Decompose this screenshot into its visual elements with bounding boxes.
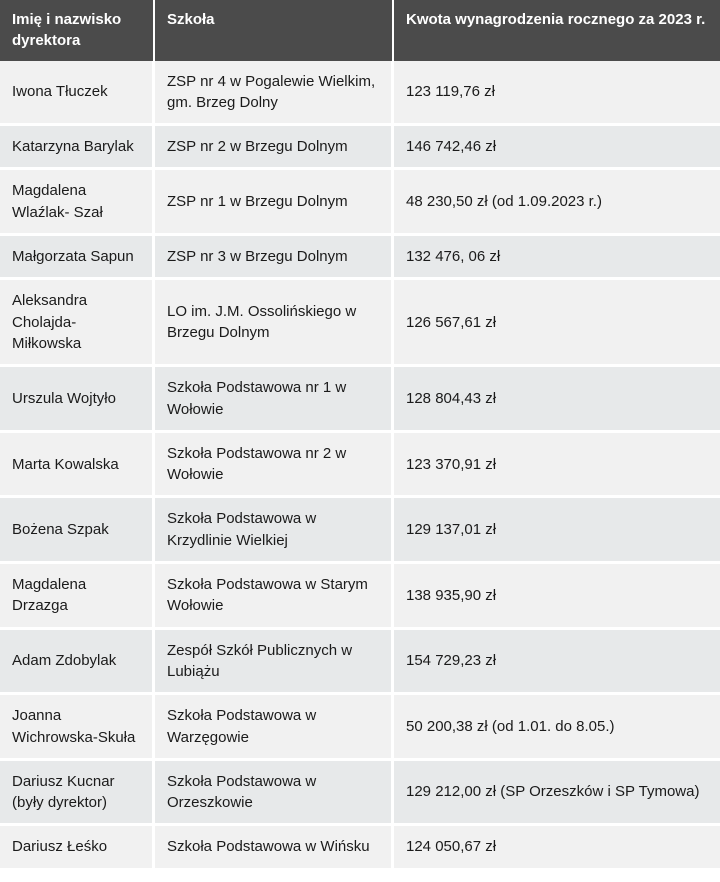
- cell-annual-salary: [394, 564, 720, 630]
- cell-annual-salary: [394, 61, 720, 127]
- cell-school-name: [155, 236, 394, 280]
- cell-annual-salary: [394, 761, 720, 827]
- cell-director-name: [0, 433, 155, 499]
- cell-annual-salary-text: 124 050,67 zł: [406, 838, 497, 856]
- cell-annual-salary: [394, 280, 720, 367]
- cell-school-name: [155, 433, 394, 499]
- cell-director-name: [0, 170, 155, 236]
- cell-school-name: [155, 761, 394, 827]
- cell-annual-salary-text: 50 200,38 zł (od 1.01. do 8.05.): [406, 717, 615, 735]
- table-row: [0, 367, 720, 433]
- column-header-school: Szkoła: [155, 0, 394, 61]
- table-row: [0, 126, 720, 170]
- column-header-amount: Kwota wynagrodzenia rocznego za 2023 r.: [394, 0, 720, 61]
- cell-annual-salary-text: 128 804,43 zł: [406, 389, 497, 407]
- table-row: [0, 564, 720, 630]
- cell-school-name: [155, 498, 394, 564]
- cell-annual-salary: [394, 367, 720, 433]
- table-row: [0, 695, 720, 761]
- cell-director-name-text: Iwona Tłuczek: [12, 83, 108, 101]
- cell-school-name: [155, 695, 394, 761]
- cell-director-name: [0, 280, 155, 367]
- cell-annual-salary-text: 129 137,01 zł: [406, 521, 497, 539]
- cell-director-name: [0, 236, 155, 280]
- cell-school-name: [155, 61, 394, 127]
- cell-annual-salary: [394, 695, 720, 761]
- cell-annual-salary: [394, 170, 720, 236]
- cell-director-name-text: Aleksandra Cholajda-Miłkowska: [12, 292, 88, 352]
- cell-annual-salary: [394, 236, 720, 280]
- cell-school-name-text: Szkoła Podstawowa nr 2 w Wołowie: [167, 444, 347, 484]
- cell-annual-salary: [394, 498, 720, 564]
- cell-director-name: [0, 498, 155, 564]
- cell-school-name-text: Szkoła Podstawowa w Warzęgowie: [167, 707, 317, 746]
- cell-annual-salary-text: 129 212,00 zł (SP Orzeszków i SP Tymowa): [406, 783, 700, 801]
- cell-school-name-text: Szkoła Podstawowa nr 1 w Wołowie: [167, 379, 347, 418]
- cell-annual-salary: [394, 826, 720, 867]
- cell-school-name: [155, 630, 394, 696]
- cell-school-name-text: ZSP nr 1 w Brzegu Dolnym: [167, 193, 348, 211]
- cell-annual-salary: [394, 126, 720, 170]
- cell-school-name-text: ZSP nr 4 w Pogalewie Wielkim, gm. Brzeg Dolny: [167, 72, 376, 111]
- cell-director-name: [0, 367, 155, 433]
- cell-school-name: [155, 826, 394, 867]
- cell-school-name-text: Szkoła Podstawowa w Krzydlinie Wielkiej: [167, 510, 317, 549]
- cell-director-name-text: Magdalena Wlaźlak- Szał: [12, 182, 103, 221]
- cell-annual-salary-text: 48 230,50 zł (od 1.09.2023 r.): [406, 193, 602, 211]
- cell-school-name-text: Szkoła Podstawowa w Orzeszkowie: [167, 772, 317, 812]
- cell-annual-salary-text: 146 742,46 zł: [406, 138, 497, 156]
- table-row: [0, 170, 720, 236]
- cell-annual-salary: [394, 630, 720, 696]
- table-row: [0, 433, 720, 499]
- cell-director-name-text: Bożena Szpak: [12, 521, 109, 539]
- cell-school-name-text: Szkoła Podstawowa w Wińsku: [167, 838, 370, 856]
- cell-director-name-text: Katarzyna Barylak: [12, 138, 134, 156]
- cell-school-name-text: ZSP nr 3 w Brzegu Dolnym: [167, 248, 348, 266]
- cell-director-name: [0, 564, 155, 630]
- cell-director-name-text: Joanna Wichrowska-Skuła: [12, 707, 136, 746]
- cell-annual-salary-text: 132 476, 06 zł: [406, 248, 501, 266]
- cell-director-name-text: Magdalena Drzazga: [12, 576, 87, 615]
- table-row: [0, 498, 720, 564]
- cell-director-name-text: Urszula Wojtyło: [12, 389, 116, 407]
- cell-director-name-text: Dariusz Kucnar (były dyrektor): [12, 772, 115, 812]
- cell-director-name-text: Małgorzata Sapun: [12, 248, 134, 266]
- cell-director-name: [0, 126, 155, 170]
- cell-director-name: [0, 630, 155, 696]
- cell-director-name-text: Marta Kowalska: [12, 455, 119, 473]
- table-row: [0, 761, 720, 827]
- cell-annual-salary-text: 126 567,61 zł: [406, 313, 497, 331]
- cell-annual-salary-text: 123 370,91 zł: [406, 455, 497, 473]
- cell-director-name: [0, 826, 155, 867]
- cell-director-name: [0, 761, 155, 827]
- cell-school-name-text: Szkoła Podstawowa w Starym Wołowie: [167, 576, 368, 615]
- cell-director-name-text: Dariusz Łeśko: [12, 838, 108, 856]
- column-header-name: Imię i nazwisko dyrektora: [0, 0, 155, 61]
- cell-school-name: [155, 564, 394, 630]
- cell-annual-salary-text: 138 935,90 zł: [406, 586, 497, 604]
- cell-school-name: [155, 126, 394, 170]
- cell-school-name: [155, 170, 394, 236]
- cell-director-name-text: Adam Zdobylak: [12, 652, 117, 670]
- table-row: [0, 826, 720, 867]
- header-row: [0, 0, 720, 61]
- cell-school-name: [155, 280, 394, 367]
- table-header: [0, 0, 720, 61]
- cell-annual-salary: [394, 433, 720, 499]
- cell-director-name: [0, 61, 155, 127]
- cell-school-name-text: ZSP nr 2 w Brzegu Dolnym: [167, 138, 348, 156]
- cell-annual-salary-text: 123 119,76 zł: [406, 83, 495, 101]
- cell-school-name: [155, 367, 394, 433]
- table-row: [0, 236, 720, 280]
- table-row: [0, 61, 720, 127]
- table-row: [0, 630, 720, 696]
- cell-director-name: [0, 695, 155, 761]
- cell-annual-salary-text: 154 729,23 zł: [406, 652, 497, 670]
- cell-school-name-text: LO im. J.M. Ossolińskiego w Brzegu Dolnym: [167, 303, 357, 342]
- table-row: [0, 280, 720, 367]
- table-body: [0, 61, 720, 868]
- cell-school-name-text: Zespół Szkół Publicznych w Lubiążu: [167, 641, 353, 680]
